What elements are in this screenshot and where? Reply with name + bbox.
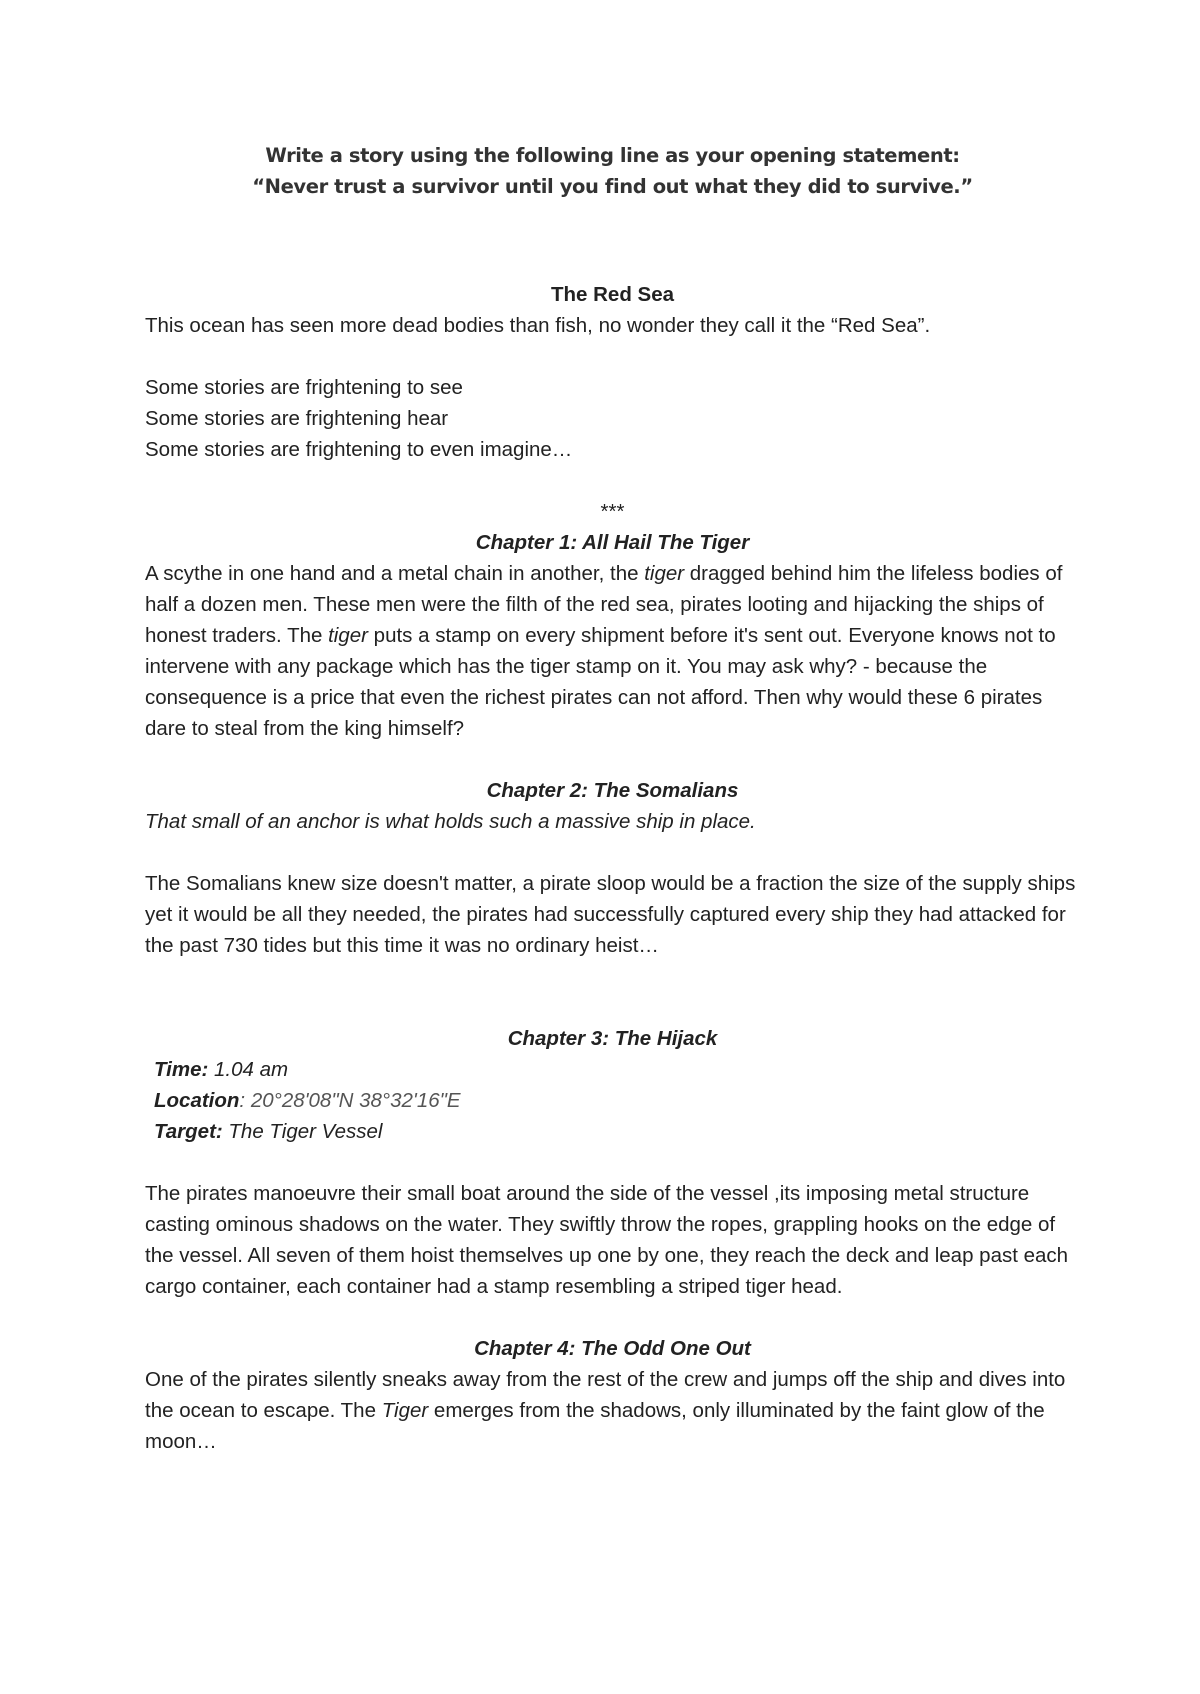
- chapter-2-quote: That small of an anchor is what holds such a massive ship in place.: [145, 810, 756, 833]
- poem-line-3: Some stories are frightening to even imagine…: [145, 438, 573, 461]
- chapter-4-heading: Chapter 4: The Odd One Out: [474, 1337, 751, 1360]
- target-line: [154, 1116, 1080, 1147]
- spacer: [145, 1302, 1080, 1333]
- poem-line-2: Some stories are frightening hear: [145, 407, 449, 430]
- spacer: [145, 341, 1080, 372]
- chapter-3-heading: Chapter 3: The Hijack: [507, 1027, 718, 1050]
- location-value: : 20°28'08"N 38°32'16"E: [239, 1089, 461, 1112]
- writing-prompt: [145, 140, 1080, 202]
- spacer: [145, 744, 1080, 775]
- time-value: 1.04 am: [208, 1058, 289, 1081]
- text-run: puts a stamp on every shipment before it's sent out. Everyone knows not to intervene with any package which has the tiger stamp on it. You may ask why? - because the consequence is a price that even the richest pirates can not afford. Then why would these 6 pirates dare to steal from the king himself?: [145, 624, 1056, 740]
- prompt-line-2: “Never trust a survivor until you find out what they did to survive.”: [252, 175, 973, 198]
- text-run: emerges from the shadows, only illuminated by the faint glow of the moon…: [145, 1399, 1045, 1453]
- tiger-emphasis: Tiger: [381, 1399, 429, 1422]
- chapter-1-heading: Chapter 1: All Hail The Tiger: [475, 531, 750, 554]
- tiger-emphasis: tiger: [644, 562, 685, 585]
- chapter-3-paragraph: The pirates manoeuvre their small boat around the side of the vessel ,its imposing metal structure casting ominous shadows on the water. They swiftly throw the ropes, grappling hooks on the edge of the vessel. All seven of them hoist themselves up one by one, they reach the deck and leap past each cargo container, each container had a stamp resembling a striped tiger head.: [145, 1182, 1069, 1298]
- spacer: [145, 1147, 1080, 1178]
- hijack-details: [145, 1054, 1080, 1147]
- poem-line-1: Some stories are frightening to see: [145, 376, 463, 399]
- text-run: A scythe in one hand and a metal chain in another, the: [145, 562, 645, 585]
- spacer: [145, 837, 1080, 868]
- chapter-4-paragraph: [145, 1364, 1080, 1457]
- story-title: The Red Sea: [550, 283, 675, 306]
- chapter-1-paragraph: [145, 558, 1080, 744]
- spacer: [145, 202, 1080, 248]
- location-label: Location: [154, 1089, 240, 1112]
- document-body: [145, 140, 1080, 1457]
- text-run: dragged behind him the lifeless bodies of half a dozen men. These men were the filth of the red sea, pirates looting and hijacking the ships of honest traders. The: [145, 562, 1063, 647]
- chapter-2-paragraph: The Somalians knew size doesn't matter, a pirate sloop would be a fraction the size of the supply ships yet it would be all they needed, the pirates had successfully captured every ship they had attacked for the past 730 tides but this time it was no ordinary heist…: [145, 872, 1076, 957]
- prompt-line-1: Write a story using the following line as your opening statement:: [265, 144, 960, 167]
- location-line: [154, 1085, 1080, 1116]
- tiger-emphasis: tiger: [328, 624, 368, 647]
- time-line: [154, 1054, 1080, 1085]
- spacer: [145, 248, 1080, 279]
- target-value: The Tiger Vessel: [222, 1120, 383, 1143]
- chapter-2-heading: Chapter 2: The Somalians: [486, 779, 739, 802]
- target-label: Target:: [154, 1120, 223, 1143]
- time-label: Time:: [154, 1058, 209, 1081]
- story-intro: This ocean has seen more dead bodies than fish, no wonder they call it the “Red Sea”.: [145, 314, 931, 337]
- spacer: [145, 465, 1080, 496]
- text-run: One of the pirates silently sneaks away from the rest of the crew and jumps off the ship and dives into the ocean to escape. The: [145, 1368, 1066, 1422]
- section-separator: ***: [600, 500, 625, 523]
- spacer: [145, 961, 1080, 1023]
